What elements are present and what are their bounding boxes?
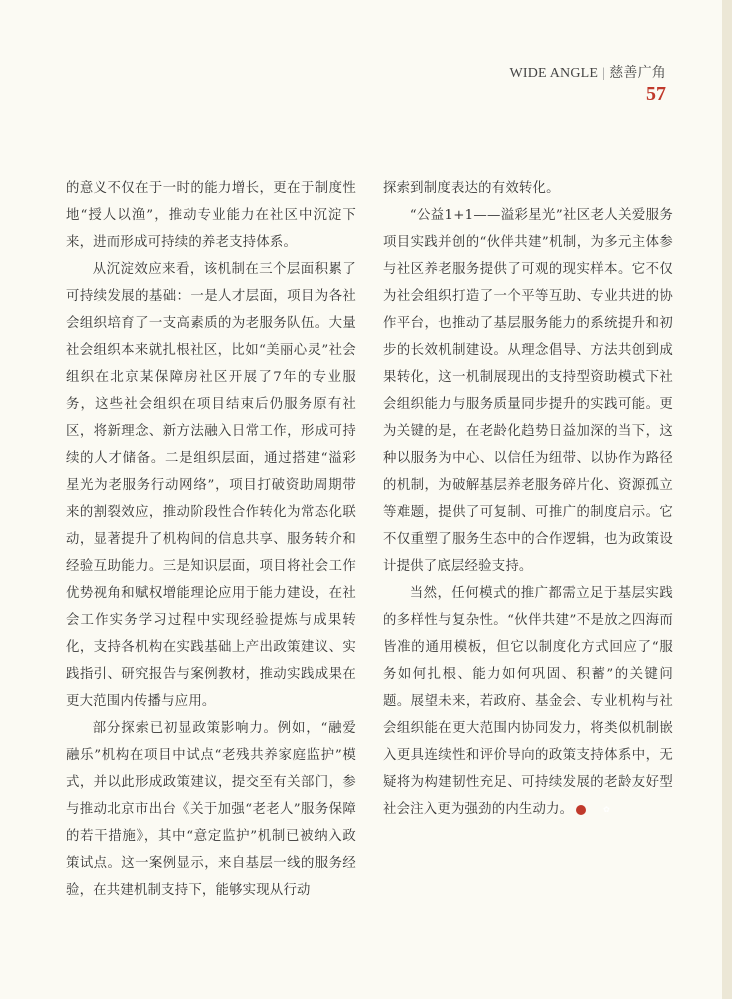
paragraph: 从沉淀效应来看，该机制在三个层面积累了可持续发展的基础：一是人才层面，项目为各社会组织培育了一支高素质的为老服务队伍。大量社会组织本来就扎根社区，比如“美丽心灵”社会组织在北京某保障房社区开展了7年的专业服务，这些社会组织在项目结束后仍服务原有社区，将新理念、新方法融入日常工作，形成可持续的人才储备。二是组织层面，通过搭建“溢彩星光为老服务行动网络”，项目打破资助周期带来的割裂效应，推动阶段性合作转化为常态化联动，显著提升了机构间的信息共享、服务转介和经验互助能力。三是知识层面，项目将社会工作优势视角和赋权增能理论应用于能力建设，在社会工作实务学习过程中实现经验提炼与成果转化，支持各机构在实践基础上产出政策建议、实践指引、研究报告与案例教材，推动实践成果在更大范围内传播与应用。	[66, 262, 356, 709]
article-end-icon: ✿	[576, 805, 586, 815]
right-column	[383, 175, 673, 823]
page-edge-band	[722, 0, 732, 999]
paragraph-final	[383, 580, 673, 823]
left-column	[66, 175, 356, 904]
header-separator: |	[602, 66, 606, 81]
paragraph-text: 当然，任何模式的推广都需立足于基层实践的多样性与复杂性。“伙伴共建”不是放之四海而皆准的通用模板，但它以制度化方式回应了“服务如何扎根、能力如何巩固、积蓄”的关键问题。展望未来，若政府、基金会、专业机构与社会组织能在更大范围内协同发力，将类似机制嵌入更具连续性和评价导向的政策支持体系中，无疑将为构建韧性充足、可持续发展的老龄友好型社会注入更为强劲的内生动力。	[383, 586, 673, 817]
section-title-cn: 慈善广角	[609, 66, 666, 81]
page-number: 57	[646, 83, 666, 105]
section-title	[509, 62, 666, 82]
paragraph: “公益1+1——溢彩星光”社区老人关爱服务项目实践并创的“伙伴共建”机制，为多元主体参与社区养老服务提供了可观的现实样本。它不仅为社会组织打造了一个平等互助、专业共进的协作平台，也推动了基层服务能力的系统提升和初步的长效机制建设。从理念倡导、方法共创到成果转化，这一机制展现出的支持型资助模式下社会组织能力与服务质量同步提升的实践可能。更为关键的是，在老龄化趋势日益加深的当下，这种以服务为中心、以信任为纽带、以协作为路径的机制，为破解基层养老服务碎片化、资源孤立等难题，提供了可复制、可推广的制度启示。它不仅重塑了服务生态中的合作逻辑，也为政策设计提供了底层经验支持。	[383, 208, 673, 574]
running-header	[509, 62, 666, 104]
paragraph-continuation: 的意义不仅在于一时的能力增长，更在于制度性地“授人以渔”，推动专业能力在社区中沉淀下来，进而形成可持续的养老支持体系。	[66, 181, 356, 250]
paragraph-continuation: 探索到制度表达的有效转化。	[383, 181, 560, 196]
paragraph: 部分探索已初显政策影响力。例如，“融爱融乐”机构在项目中试点“老残共养家庭监护”模式，并以此形成政策建议，提交至有关部门，参与推动北京市出台《关于加强“老老人”服务保障的若干措施》，其中“意定监护”机制已被纳入政策试点。这一案例显示，来自基层一线的服务经验，在共建机制支持下，能够实现从行动	[66, 721, 356, 898]
section-title-en: WIDE ANGLE	[509, 66, 599, 81]
